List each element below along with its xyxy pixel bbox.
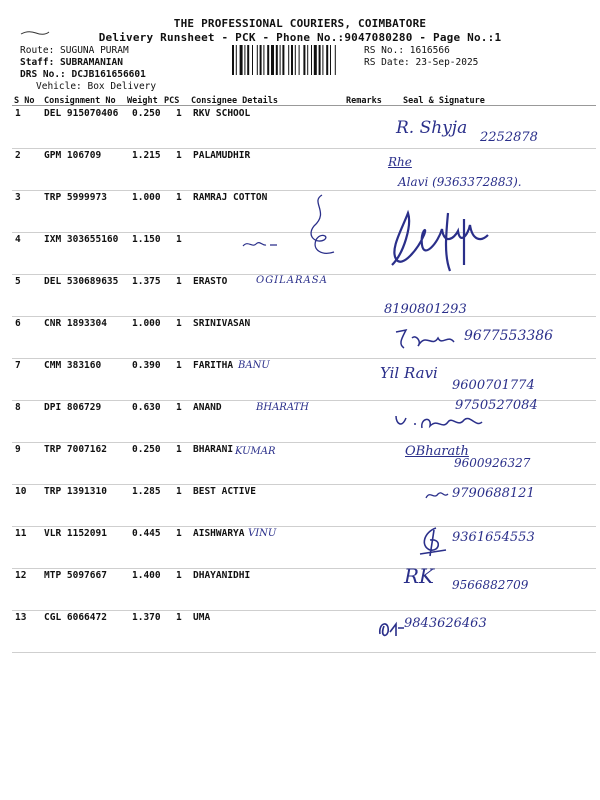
row-pcs: 1 — [176, 192, 182, 203]
row-consignee: RKV SCHOOL — [193, 108, 251, 119]
row-pcs: 1 — [176, 234, 182, 245]
row-consignee: FARITHA — [193, 360, 234, 371]
row-sno: 4 — [15, 234, 21, 245]
handwritten-signature — [424, 488, 450, 502]
handwritten-signature — [300, 192, 340, 260]
row-consignment: CMM 383160 — [44, 360, 102, 371]
row-consignee: DHAYANIDHI — [193, 570, 251, 581]
handwritten-signature: R. Shyja — [396, 118, 468, 138]
handwritten-consignee-name: BANU — [238, 360, 270, 371]
row-sno: 5 — [15, 276, 21, 287]
row-sno: 7 — [15, 360, 21, 371]
handwritten-consignee-name: KUMAR — [235, 446, 276, 457]
handwritten-phone: 9600701774 — [452, 378, 535, 393]
row-weight: 0.445 — [132, 528, 161, 539]
row-sno: 12 — [15, 570, 27, 581]
row-pcs: 1 — [176, 570, 182, 581]
handwritten-phone: 9361654553 — [452, 530, 535, 545]
row-weight: 1.400 — [132, 570, 161, 581]
handwritten-mark — [240, 236, 280, 252]
row-consignment: DPI 806729 — [44, 402, 102, 413]
row-consignee: ERASTO — [193, 276, 228, 287]
row-consignee: SRINIVASAN — [193, 318, 251, 329]
row-consignment: CNR 1893304 — [44, 318, 107, 329]
row-weight: 0.250 — [132, 108, 161, 119]
row-sno: 13 — [15, 612, 27, 623]
row-weight: 0.250 — [132, 444, 161, 455]
col-seal-signature: Seal & Signature — [403, 96, 485, 106]
row-pcs: 1 — [176, 402, 182, 413]
handwritten-phone: 9600926327 — [454, 456, 531, 470]
row-consignee: ANAND — [193, 402, 222, 413]
row-weight: 1.285 — [132, 486, 161, 497]
route-label: Route: SUGUNA PURAM — [20, 45, 129, 56]
handwritten-signature: OBharath — [405, 444, 469, 459]
col-remarks: Remarks — [346, 96, 382, 106]
row-consignment: GPM 106709 — [44, 150, 102, 161]
handwritten-phone: 9677553386 — [464, 328, 554, 344]
col-sno: S No — [14, 96, 35, 106]
row-consignment: TRP 5999973 — [44, 192, 107, 203]
drs-label: DRS No.: DCJB161656601 — [20, 69, 146, 80]
col-consignee: Consignee Details — [191, 96, 278, 106]
col-weight: Weight — [127, 96, 158, 106]
runsheet-subtitle: Delivery Runsheet - PCK - Phone No.:9047080280 - Page No.:1 — [98, 31, 502, 44]
row-sno: 2 — [15, 150, 21, 161]
handwritten-signature — [416, 524, 450, 558]
handwritten-signature: RK — [404, 564, 434, 588]
handwritten-phone: 2252878 — [480, 130, 538, 145]
row-sno: 10 — [15, 486, 27, 497]
row-consignee: BEST ACTIVE — [193, 486, 256, 497]
row-pcs: 1 — [176, 612, 182, 623]
row-sno: 8 — [15, 402, 21, 413]
row-sno: 11 — [15, 528, 27, 539]
row-sno: 1 — [15, 108, 21, 119]
row-consignee: RAMRAJ COTTON — [193, 192, 268, 203]
row-consignment: DEL 915070406 — [44, 108, 119, 119]
handwritten-phone: 8190801293 — [384, 302, 467, 317]
handwritten-signature: Yil Ravi — [380, 364, 438, 382]
vehicle-label: Vehicle: Box Delivery — [36, 81, 157, 92]
handwritten-name-phone: Alavi (9363372883). — [398, 175, 522, 189]
handwritten-phone: 9790688121 — [452, 486, 535, 501]
row-consignment: MTP 5097667 — [44, 570, 107, 581]
col-pcs: PCS — [164, 96, 180, 106]
row-sno: 9 — [15, 444, 21, 455]
handwritten-consignee-name: OGILARASA — [256, 275, 328, 286]
row-pcs: 1 — [176, 444, 182, 455]
row-weight: 1.000 — [132, 192, 161, 203]
row-pcs: 1 — [176, 360, 182, 371]
handwritten-consignee-name: BHARATH — [256, 402, 309, 413]
row-pcs: 1 — [176, 528, 182, 539]
handwritten-signature: Rhe — [388, 155, 412, 169]
handwritten-phone: 9750527084 — [455, 398, 538, 413]
row-consignment: TRP 1391310 — [44, 486, 107, 497]
rs-number: RS No.: 1616566 — [364, 45, 450, 56]
row-pcs: 1 — [176, 150, 182, 161]
handwritten-signature — [392, 326, 460, 352]
handwritten-signature — [384, 205, 494, 277]
col-consignment: Consignment No — [44, 96, 116, 106]
handwritten-signature — [392, 410, 492, 434]
row-weight: 1.370 — [132, 612, 161, 623]
handwritten-phone: 9843626463 — [404, 616, 487, 631]
row-pcs: 1 — [176, 486, 182, 497]
row-consignee: PALAMUDHIR — [193, 150, 251, 161]
row-consignee: AISHWARYA — [193, 528, 245, 539]
row-weight: 1.000 — [132, 318, 161, 329]
row-consignment: VLR 1152091 — [44, 528, 107, 539]
row-weight: 0.630 — [132, 402, 161, 413]
handwritten-signature — [376, 616, 406, 642]
handwritten-consignee-name: VINU — [248, 528, 277, 539]
row-consignee: BHARANI — [193, 444, 234, 455]
row-sno: 3 — [15, 192, 21, 203]
row-pcs: 1 — [176, 108, 182, 119]
row-weight: 1.215 — [132, 150, 161, 161]
row-pcs: 1 — [176, 318, 182, 329]
row-consignment: IXM 303655160 — [44, 234, 119, 245]
staff-label: Staff: SUBRAMANIAN — [20, 57, 123, 68]
row-consignment: TRP 7007162 — [44, 444, 107, 455]
row-consignment: CGL 6066472 — [44, 612, 107, 623]
rs-date: RS Date: 23-Sep-2025 — [364, 57, 479, 68]
barcode — [232, 45, 360, 75]
row-weight: 1.150 — [132, 234, 161, 245]
row-consignee: UMA — [193, 612, 211, 623]
company-title: THE PROFESSIONAL COURIERS, COIMBATORE — [173, 17, 427, 30]
row-weight: 1.375 — [132, 276, 161, 287]
handwritten-phone: 9566882709 — [452, 578, 529, 592]
row-pcs: 1 — [176, 276, 182, 287]
table-row — [12, 610, 596, 653]
row-consignment: DEL 530689635 — [44, 276, 119, 287]
row-sno: 6 — [15, 318, 21, 329]
row-weight: 0.390 — [132, 360, 161, 371]
